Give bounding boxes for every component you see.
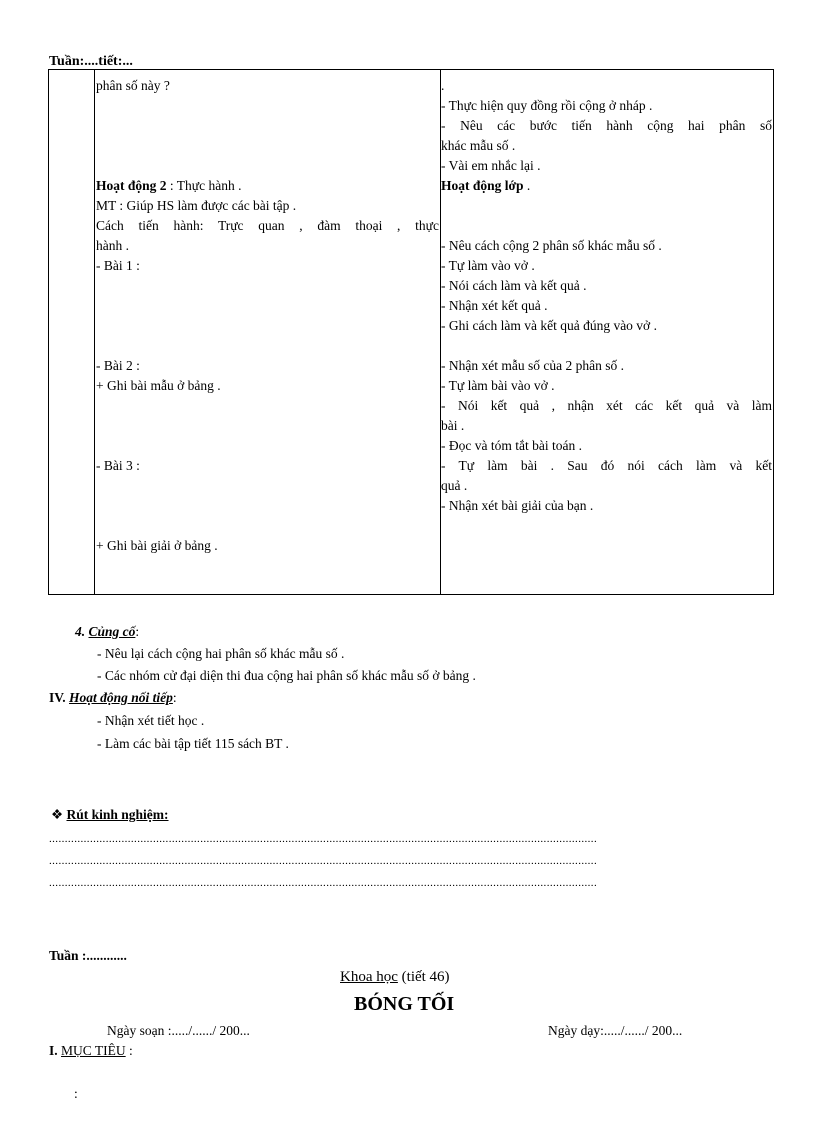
student-line: [441, 216, 772, 236]
teacher-line: phân số này ?: [96, 78, 170, 93]
activity-2-subtitle: : Thực hành .: [166, 178, 242, 193]
objectives-heading: [49, 1043, 133, 1059]
lesson-week: Tuần :............: [49, 948, 127, 963]
student-line: - Nhận xét bài giải của bạn .: [441, 498, 594, 513]
followup-item: - Nhận xét tiết học .: [97, 713, 205, 728]
objectives-title: MỤC TIÊU: [61, 1043, 126, 1058]
diamond-bullet-icon: ❖: [51, 807, 64, 822]
student-activities: [441, 76, 772, 516]
consolidation-item: - Các nhóm cử đại diện thi đua cộng hai phân số khác mẫu số ở bảng .: [97, 668, 476, 683]
teacher-line: Cách tiến hành: Trực quan , đàm thoại , thực: [96, 218, 439, 233]
week-period-header: Tuần:....tiết:...: [49, 54, 133, 69]
class-activity-tail: .: [526, 178, 531, 193]
followup-heading: [49, 690, 177, 706]
teacher-line: [96, 496, 439, 516]
teacher-line: [96, 436, 439, 456]
student-line: - Nói kết quả , nhận xét các kết quả và làm: [441, 398, 772, 413]
student-line: quả .: [441, 478, 468, 493]
trailing-colon: :: [74, 1086, 78, 1101]
teacher-line: [96, 276, 439, 296]
activity-2-heading: [96, 176, 439, 196]
experience-title: Rút kinh nghiệm:: [66, 807, 169, 822]
student-line: - Nêu cách cộng 2 phân số khác mẫu số .: [441, 238, 662, 253]
dotted-line: ..............................................................................................................................................................................: [49, 833, 598, 845]
teacher-line: [96, 136, 439, 156]
teacher-line: + Ghi bài giải ở bảng .: [96, 538, 218, 553]
teacher-line: [96, 416, 439, 436]
student-line: [441, 196, 772, 216]
teacher-line: [96, 116, 439, 136]
teacher-line: [96, 396, 439, 416]
teacher-line: [96, 296, 439, 316]
student-line: bài .: [441, 418, 465, 433]
student-line: - Nhận xét kết quả .: [441, 298, 548, 313]
teacher-line: MT : Giúp HS làm được các bài tập .: [96, 198, 297, 213]
lesson-subject-line: [340, 969, 450, 986]
lesson-period: (tiết 46): [397, 969, 450, 985]
teacher-line: [96, 96, 439, 116]
class-activity-heading: [441, 176, 772, 196]
student-line: - Tự làm bài . Sau đó nói cách làm và kết: [441, 458, 772, 473]
student-line: - Thực hiện quy đồng rồi cộng ở nháp .: [441, 98, 653, 113]
consolidation-number: 4.: [75, 624, 86, 639]
followup-roman: IV.: [49, 690, 66, 705]
consolidation-item: - Nêu lại cách cộng hai phân số khác mẫu số .: [97, 646, 345, 661]
followup-colon: :: [172, 690, 177, 705]
teacher-line: hành .: [96, 238, 129, 253]
lesson-title: BÓNG TỐI: [354, 993, 455, 1015]
objectives-colon: :: [125, 1043, 133, 1058]
lesson-subject: Khoa học: [340, 969, 398, 985]
student-line: - Đọc và tóm tắt bài toán .: [441, 438, 582, 453]
teacher-line: [96, 316, 439, 336]
teacher-line: - Bài 1 :: [96, 258, 140, 273]
student-line: - Nói cách làm và kết quả .: [441, 278, 587, 293]
student-line: - Ghi cách làm và kết quả đúng vào vở .: [441, 318, 657, 333]
student-line: - Nêu các bước tiến hành cộng hai phân số: [441, 118, 772, 133]
student-line: [441, 336, 772, 356]
student-line: - Tự làm bài vào vở .: [441, 378, 555, 393]
student-line: - Vài em nhắc lại .: [441, 158, 541, 173]
followup-item: - Làm các bài tập tiết 115 sách BT .: [97, 736, 289, 751]
consolidation-heading: [75, 624, 139, 640]
experience-heading: [51, 807, 169, 823]
teacher-line: - Bài 2 :: [96, 358, 140, 373]
consolidation-colon: :: [135, 624, 140, 639]
teacher-activities: [96, 76, 439, 556]
teacher-line: + Ghi bài mẫu ở bảng .: [96, 378, 221, 393]
class-activity-title: Hoạt động lớp: [441, 178, 524, 193]
teacher-line: [96, 516, 439, 536]
objectives-roman: I.: [49, 1043, 58, 1058]
teacher-line: [96, 476, 439, 496]
activity-2-title: Hoạt động 2: [96, 178, 167, 193]
teacher-line: [96, 336, 439, 356]
student-line: - Tự làm vào vở .: [441, 258, 535, 273]
prep-date: Ngày soạn :...../....../ 200...: [107, 1023, 250, 1038]
student-line: .: [441, 78, 445, 93]
teacher-line: - Bài 3 :: [96, 458, 140, 473]
student-line: - Nhận xét mẫu số của 2 phân số .: [441, 358, 624, 373]
teach-date: Ngày dạy:...../....../ 200...: [548, 1023, 683, 1038]
student-line: khác mẫu số .: [441, 138, 516, 153]
table-divider-1: [94, 69, 95, 595]
teacher-line: [96, 156, 439, 176]
dotted-line: ..............................................................................................................................................................................: [49, 855, 598, 867]
followup-title: Hoạt động nối tiếp: [69, 690, 173, 705]
dotted-line: ..............................................................................................................................................................................: [49, 877, 598, 889]
consolidation-title: Củng cố: [88, 624, 136, 639]
